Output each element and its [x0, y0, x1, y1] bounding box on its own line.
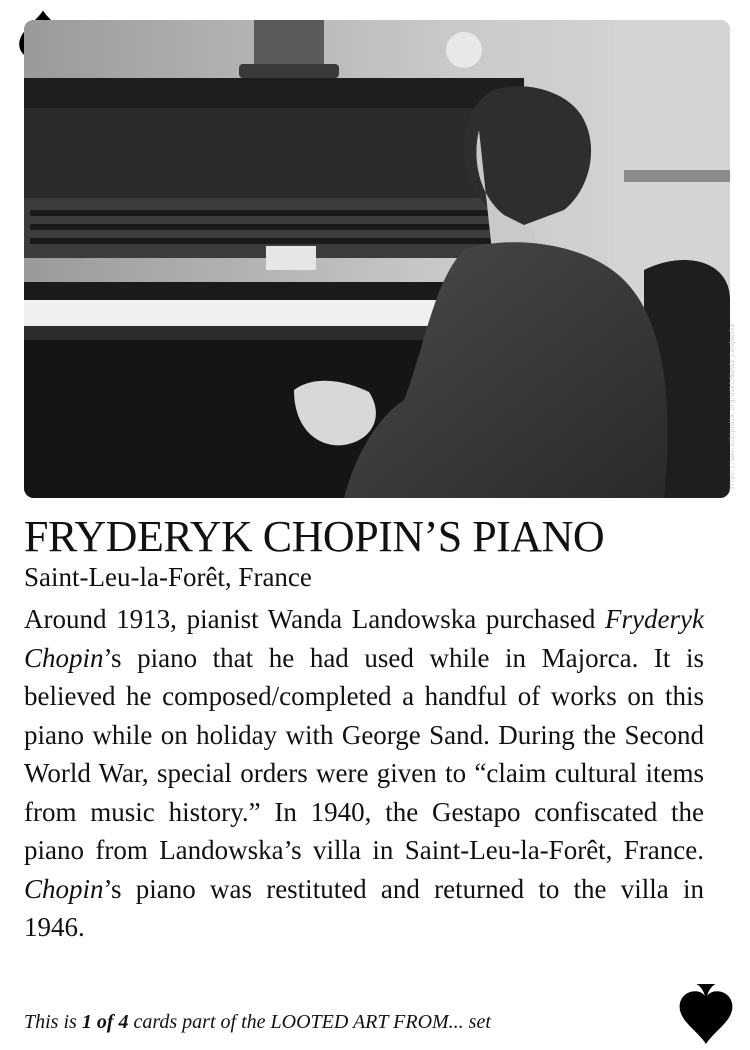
body-text-2: ’s piano that he had used while in Majorca. It is believed he composed/completed a handful of works on this piano while on holiday with George Sand. During the Second World War, special orders were given to “claim cultural items from music history.” In 1940, the Gestapo confiscated the piano from Landowska’s villa in Saint-Leu-la-Forêt, France.: [24, 642, 704, 865]
footer-count: 1 of 4: [81, 1011, 129, 1033]
footer-suffix: cards part of the LOOTED ART FROM... set: [128, 1011, 491, 1033]
card-subtitle: Saint-Leu-la-Forêt, France: [24, 562, 312, 592]
body-emphasis-1: Fryderyk Chopin: [24, 604, 704, 673]
footer-prefix: This is: [24, 1011, 82, 1033]
body-text-1: Around 1913, pianist Wanda Landowska purchased: [24, 604, 606, 634]
card-footer: [24, 1008, 664, 1036]
spade-icon-bottom: [676, 984, 736, 1044]
card-title: FRYDERYK CHOPIN’S PIANO: [24, 512, 605, 561]
body-emphasis-2: Chopin: [24, 873, 104, 904]
card-description: [24, 600, 704, 947]
body-text-3: ’s piano was restituted and returned to the villa in 1946.: [24, 873, 704, 942]
photo-credit: https://www.wikipedia.org/wiki/Wanda_Landowska: [729, 323, 736, 490]
woman-at-piano-photo: [24, 20, 730, 498]
